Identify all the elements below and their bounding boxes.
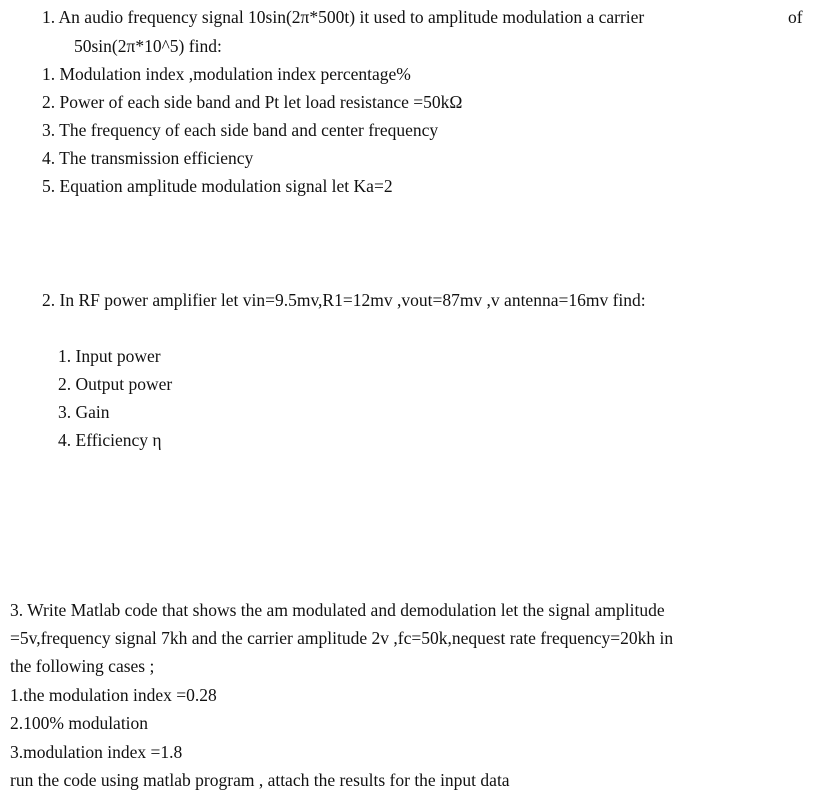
q3-case-2: 2.100% modulation [10,713,149,733]
q1-item-3: 3. The frequency of each side band and center frequency [42,120,439,140]
q1-item-2: 2. Power of each side band and Pt let load resistance =50kΩ [42,92,463,112]
q3-case-3: 3.modulation index =1.8 [10,742,183,762]
q1-item-4: 4. The transmission efficiency [42,148,254,168]
q1-item-1: 1. Modulation index ,modulation index percentage% [42,64,411,84]
q2-item-4: 4. Efficiency η [58,430,162,450]
q2-item-2: 2. Output power [58,374,173,394]
q3-line2: =5v,frequency signal 7kh and the carrier amplitude 2v ,fc=50k,nequest rate frequency=20kh in [10,628,674,648]
q3-case-1: 1.the modulation index =0.28 [10,685,217,705]
q1-line1-tail: of [788,7,803,27]
q1-line2: 50sin(2π*10^5) find: [74,36,222,56]
q3-line1: 3. Write Matlab code that shows the am modulated and demodulation let the signal amplitude [10,600,665,620]
q2-heading: 2. In RF power amplifier let vin=9.5mv,R1=12mv ,vout=87mv ,v antenna=16mv find: [42,290,646,310]
q2-item-1: 1. Input power [58,346,161,366]
q3-line3: the following cases ; [10,656,155,676]
q1-item-5: 5. Equation amplitude modulation signal let Ka=2 [42,176,393,196]
q2-item-3: 3. Gain [58,402,110,422]
q1-line1-main: 1. An audio frequency signal 10sin(2π*500t) it used to amplitude modulation a carrier [42,7,645,27]
q3-footer: run the code using matlab program , attach the results for the input data [10,770,510,790]
